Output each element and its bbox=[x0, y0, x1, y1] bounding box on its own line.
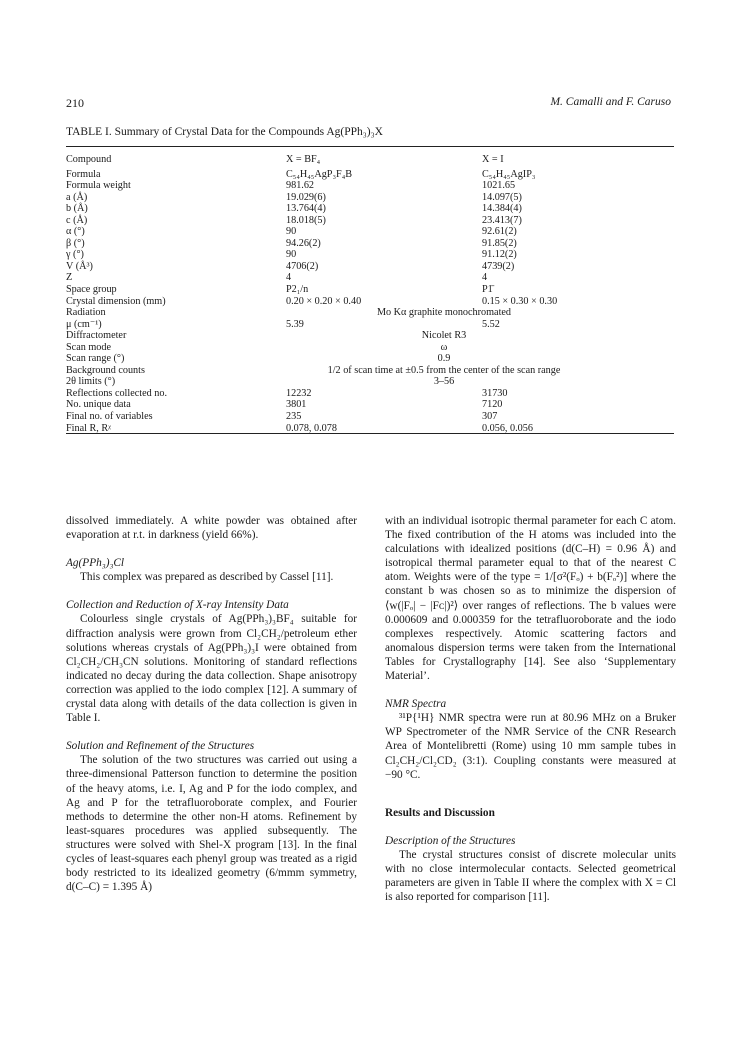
row-shared-value: ω bbox=[440, 341, 448, 353]
paragraph: dissolved immediately. A white powder was obtained after evaporation at r.t. in darkness (yield 66%). bbox=[66, 515, 357, 542]
paragraph: Colourless single crystals of Ag(PPh₃)₃BF₄ suitable for diffraction analysis were grown from Cl₂CH₂/petroleum ether solutions whereas crystals of Ag(PPh₃)₃I were obtained from Cl₂CH₂/CH₃CN solutions. Monitoring of standard reflections indicated no decay during the data collection. Shape anisotropy correction was applied to the iodo complex [12]. A summary of crystal data along with details of the data collection is given in Table I. bbox=[66, 613, 357, 725]
value-bf4: 18.018(5) bbox=[286, 214, 326, 226]
table-row bbox=[66, 284, 674, 296]
table-caption: TABLE I. Summary of Crystal Data for the Compounds Ag(PPh₃)₃X bbox=[66, 126, 383, 138]
table-row bbox=[66, 319, 674, 331]
table-row bbox=[66, 215, 674, 227]
row-shared-value: 1/2 of scan time at ±0.5 from the center of the scan range bbox=[327, 364, 561, 376]
row-label: Scan range (°) bbox=[66, 353, 125, 365]
row-label: Diffractometer bbox=[66, 330, 127, 342]
value-iodide: 0.15 × 0.30 × 0.30 bbox=[482, 295, 558, 307]
value-iodide: X = I bbox=[482, 154, 504, 165]
section-heading: Ag(PPh₃)₃Cl bbox=[66, 557, 125, 570]
table-row bbox=[66, 365, 674, 377]
table-row bbox=[66, 353, 674, 365]
value-bf4: 0.20 × 0.20 × 0.40 bbox=[286, 295, 362, 307]
value-iodide: 14.384(4) bbox=[482, 203, 522, 215]
paragraph: with an individual isotropic thermal parameter for each C atom. The fixed contribution of the H atoms was included into the calculations with idealized positions (d(C–H) = 0.96 Å) and isotropical thermal parameter equal to that of the nearest C atom. Weights were of the type = 1/[σ²(Fₒ) + b(Fₒ²)] where the constant b was chosen so as to minimize the dispersion of ⟨w(|Fₒ| − |Fᴄ|)²⟩ over ranges of reflections. The b values were 0.000609 and 0.000359 for the tetrafluoroborate and the iodo complexes respectively. Atomic scattering factors and anomalous dispersion terms were taken from the International Tables for Crystallography [14]. See also ‘Supplementary Material’. bbox=[385, 515, 676, 683]
value-bf4: 90 bbox=[286, 249, 297, 261]
value-iodide: 5.52 bbox=[482, 318, 500, 330]
crystal-data-table bbox=[66, 154, 674, 434]
table-row bbox=[66, 272, 674, 284]
table-top-rule bbox=[66, 146, 674, 147]
table-row bbox=[66, 411, 674, 423]
table-row bbox=[66, 399, 674, 411]
table-row bbox=[66, 249, 674, 261]
row-label: 2θ limits (°) bbox=[66, 376, 116, 388]
value-iodide: P1̄ bbox=[482, 284, 493, 296]
value-iodide: 31730 bbox=[482, 387, 508, 399]
value-iodide: 0.056, 0.056 bbox=[482, 422, 533, 434]
row-label: Compound bbox=[66, 154, 112, 165]
value-bf4: 4706(2) bbox=[286, 260, 319, 272]
row-label: Crystal dimension (mm) bbox=[66, 295, 166, 307]
row-label: No. unique data bbox=[66, 399, 131, 411]
table-row bbox=[66, 296, 674, 308]
value-bf4: 5.39 bbox=[286, 318, 304, 330]
table-bottom-rule bbox=[66, 433, 674, 434]
row-label: γ (°) bbox=[66, 249, 84, 261]
value-bf4: 94.26(2) bbox=[286, 237, 321, 249]
row-label: Formula bbox=[66, 168, 101, 180]
value-iodide: 23.413(7) bbox=[482, 214, 522, 226]
section-heading: NMR Spectra bbox=[385, 698, 447, 711]
value-bf4: X = BF₄ bbox=[286, 154, 321, 165]
value-iodide: 92.61(2) bbox=[482, 226, 517, 238]
section-heading: Collection and Reduction of X-ray Intensity Data bbox=[66, 599, 289, 612]
value-iodide: 4 bbox=[482, 272, 488, 284]
table-row bbox=[66, 376, 674, 388]
row-label: Background counts bbox=[66, 364, 145, 376]
value-bf4: 235 bbox=[286, 411, 302, 423]
row-shared-value: 3–56 bbox=[433, 376, 455, 388]
row-label: Scan mode bbox=[66, 341, 111, 353]
table-row bbox=[66, 388, 674, 400]
row-label: Formula weight bbox=[66, 180, 131, 192]
row-shared-value: Mo Kα graphite monochromated bbox=[376, 307, 512, 319]
value-iodide: 307 bbox=[482, 411, 498, 423]
table-row bbox=[66, 154, 674, 166]
table-row bbox=[66, 180, 674, 192]
left-text-column bbox=[66, 514, 357, 894]
row-label: Radiation bbox=[66, 307, 106, 319]
row-label: Reflections collected no. bbox=[66, 387, 167, 399]
value-bf4: 90 bbox=[286, 226, 297, 238]
value-iodide: 91.12(2) bbox=[482, 249, 517, 261]
value-iodide: 91.85(2) bbox=[482, 237, 517, 249]
value-bf4: 12232 bbox=[286, 387, 312, 399]
paragraph: This complex was prepared as described by Cassel [11]. bbox=[80, 571, 334, 584]
value-iodide: 1021.65 bbox=[482, 180, 516, 192]
row-label: Final no. of variables bbox=[66, 411, 153, 423]
table-row bbox=[66, 261, 674, 273]
row-label: c (Å) bbox=[66, 214, 88, 226]
row-label: b (Å) bbox=[66, 203, 88, 215]
table-row bbox=[66, 238, 674, 250]
table-row bbox=[66, 330, 674, 342]
table-row bbox=[66, 203, 674, 215]
right-text-column bbox=[385, 514, 676, 904]
table-row bbox=[66, 169, 674, 181]
value-bf4: C₅₄H₄₅AgP₃F₄B bbox=[286, 168, 353, 180]
paragraph: The crystal structures consist of discrete molecular units with no close intermolecular contacts. Selected geometrical parameters are given in Table II where the complex with X = Cl is also reported for comparison [11]. bbox=[385, 848, 676, 904]
paragraph: ³¹P{¹H} NMR spectra were run at 80.96 MHz on a Bruker WP Spectrometer of the NMR Service of the CNR Research Area of Montelibretti (Rome) using 10 mm sample tubes in Cl₂CH₂/Cl₂CD₂ (3:1). Coupling constants were measured at −90 °C. bbox=[385, 712, 676, 781]
table-row bbox=[66, 307, 674, 319]
row-label: a (Å) bbox=[66, 191, 88, 203]
paragraph: The solution of the two structures was carried out using a three-dimensional Patterson function to determine the position of the heavy atoms, i.e. I, Ag and P for the iodo complex, and Ag and P for the tetrafluoroborate complex, and Fourier methods to determine the other non-H atoms. Refinement by least-squares procedures was applied subsequently. The structures were solved with Shel-X program [13]. In the final cycles of least-squares each phenyl group was treated as a rigid body restricted to its idealized geometry (6/mmm symmetry, d(C–C) = 1.395 Å) bbox=[66, 754, 357, 894]
table-row bbox=[66, 226, 674, 238]
running-head: M. Camalli and F. Caruso bbox=[550, 96, 671, 108]
row-shared-value: 0.9 bbox=[437, 353, 451, 365]
row-label: Z bbox=[66, 272, 73, 284]
value-bf4: 13.764(4) bbox=[286, 203, 326, 215]
row-label: Final R, Rᵡ bbox=[66, 422, 112, 434]
table-row bbox=[66, 192, 674, 204]
row-label: Space group bbox=[66, 284, 117, 296]
page-number: 210 bbox=[66, 96, 84, 110]
value-iodide: 4739(2) bbox=[482, 260, 515, 272]
section-heading: Solution and Refinement of the Structures bbox=[66, 740, 255, 753]
row-label: V (Å³) bbox=[66, 260, 93, 272]
value-iodide: 14.097(5) bbox=[482, 191, 522, 203]
value-bf4: P2₁/n bbox=[286, 284, 309, 296]
row-label: α (°) bbox=[66, 226, 85, 238]
value-iodide: 7120 bbox=[482, 399, 503, 411]
row-label: β (°) bbox=[66, 237, 85, 249]
value-bf4: 4 bbox=[286, 272, 292, 284]
row-shared-value: Nicolet R3 bbox=[421, 330, 467, 342]
value-iodide: C₅₄H₄₅AgIP₃ bbox=[482, 168, 536, 180]
value-bf4: 3801 bbox=[286, 399, 307, 411]
row-label: μ (cm⁻¹) bbox=[66, 318, 102, 330]
section-heading: Description of the Structures bbox=[385, 834, 516, 847]
value-bf4: 19.029(6) bbox=[286, 191, 326, 203]
section-title: Results and Discussion bbox=[385, 806, 495, 819]
value-bf4: 981.62 bbox=[286, 180, 315, 192]
value-bf4: 0.078, 0.078 bbox=[286, 422, 337, 434]
table-row bbox=[66, 342, 674, 354]
